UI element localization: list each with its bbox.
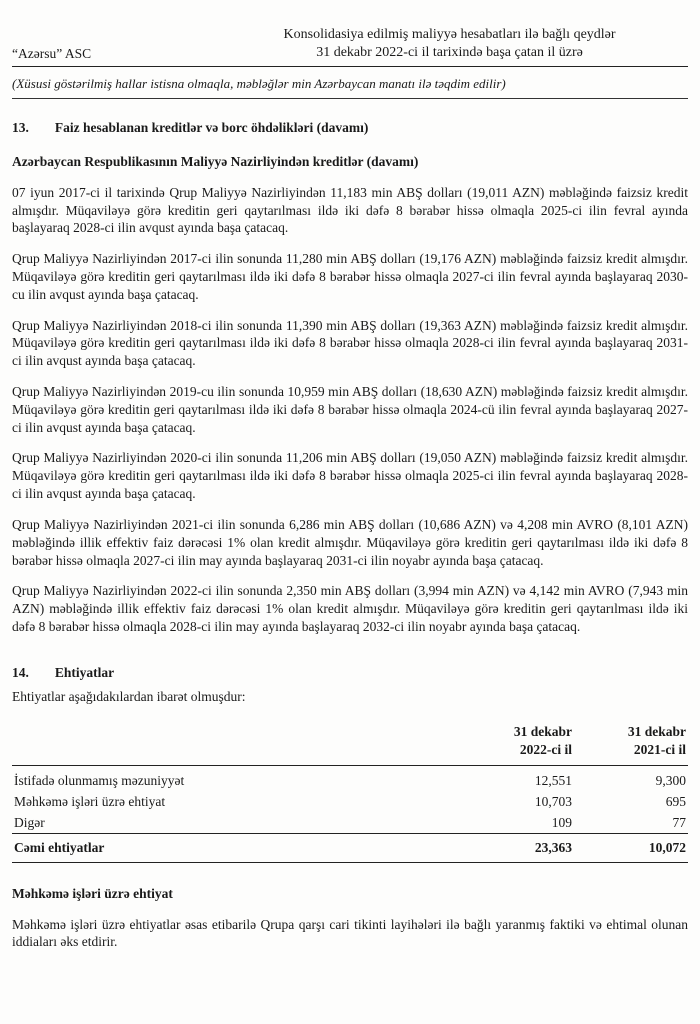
section13-heading [12,119,688,137]
row-value-2021: 77 [672,814,686,830]
paragraph-loan-2018: Qrup Maliyyə Nazirliyindən 2018-ci ilin sonunda 11,390 min ABŞ dolları (19,363 AZN) məbləğində faizsiz kredit almışdır. Müqaviləyə görə kreditin geri qaytarılması ildə iki dəfə 8 bərabər hissə olmaqla 2028-ci ilin fevral ayında başlayaraq 2031-ci ilin avqust ayında başa çatacaq. [12,317,688,369]
section13-subtitle: Azərbaycan Respublikasının Maliyyə Nazirliyindən kreditlər (davamı) [12,153,419,169]
court-provision-paragraph: Məhkəmə işləri üzrə ehtiyatlar əsas etibarilə Qrupa qarşı cari tikinti layihələri ilə bağlı yaranmış faktiki və ehtimal olunan iddiaları əks etdirir. [12,916,688,950]
page-header [12,26,688,67]
section14-heading [12,664,688,682]
report-title-line1: Konsolidasiya edilmiş maliyyə hesabatları ilə bağlı qeydlər [283,27,616,42]
row-label: Digər [14,814,45,830]
row-value-2022: 12,551 [534,773,572,789]
section14-title: Ehtiyatlar [54,664,115,680]
row-value-2021: 9,300 [655,773,686,789]
court-provision-subheading: Məhkəmə işləri üzrə ehtiyat [12,885,173,901]
paragraph-loan-2019: Qrup Maliyyə Nazirliyindən 2019-cu ilin sonunda 10,959 min ABŞ dolları (18,630 AZN) məbləğində faizsiz kredit almışdır. Müqaviləyə görə kreditin geri qaytarılması ildə iki dəfə 8 bərabər hissə olmaqla 2024-cü ilin fevral ayında başlayaraq 2027-ci ilin avqust ayında başa çatacaq. [12,384,688,435]
table-total-row [12,833,688,862]
table-row [12,791,688,812]
row-label: İstifadə olunmamış məzuniyyət [14,773,185,789]
row-value-2021: 695 [665,793,686,809]
provisions-table [12,721,688,862]
table-header-2021: 31 dekabr 2021-ci il [627,724,686,758]
total-label: Cəmi ehtiyatlar [14,839,105,855]
company-name: “Azərsu” ASC [12,46,92,62]
report-title-block [91,26,688,63]
row-label: Məhkəmə işləri üzrə ehtiyat [14,793,166,809]
table-header-row [12,721,688,765]
row-value-2022: 10,703 [534,793,572,809]
paragraph-loan-2020: Qrup Maliyyə Nazirliyindən 2020-ci ilin sonunda 11,206 min ABŞ dolları (19,050 AZN) məbləğində faizsiz kredit almışdır. Müqaviləyə görə kreditin geri qaytarılması ildə iki dəfə 8 bərabər hissə olmaqla 2025-ci ilin fevral ayında başlayaraq 2028-ci ilin avqust ayında başa çatacaq. [12,450,688,502]
paragraph-loan-2017: Qrup Maliyyə Nazirliyindən 2017-ci ilin sonunda 11,280 min ABŞ dolları (19,176 AZN) məbləğində faizsiz kredit almışdır. Müqaviləyə görə kreditin geri qaytarılması ildə iki dəfə 8 bərabər hissə olmaqla 2027-ci ilin fevral ayında başlayaraq 2030-cu ilin avqust ayında başa çatacaq. [12,251,688,302]
table-header-empty [12,721,460,765]
report-title-line2: 31 dekabr 2022-ci il tarixində başa çatan il üzrə [316,45,583,61]
measurement-note: (Xüsusi göstərilmiş hallar istisna olmaqla, məbləğlər min Azərbaycan manatı ilə təqdim edilir) [12,67,688,99]
row-value-2022: 109 [551,814,572,830]
section14-intro: Ehtiyatlar aşağıdakılardan ibarət olmuşdur: [12,688,246,704]
table-row [12,766,688,792]
section13-title: Faiz hesablanan kreditlər və borc öhdəlikləri (davamı) [54,120,369,136]
section13-number: 13. [12,120,29,136]
total-value-2021: 10,072 [648,839,686,855]
paragraph-loan-2022: Qrup Maliyyə Nazirliyindən 2022-ci ilin sonunda 2,350 min ABŞ dolları (3,994 min AZN) və 4,142 min AVRO (7,943 min AZN) məbləğində illik effektiv faiz dərəcəsi 1% olan kredit almışdır. Müqaviləyə görə kreditin geri qaytarılması ildə iki dəfə 8 bərabər hissə olmaqla 2028-ci ilin may ayında başlayaraq 2032-ci ilin noyabr ayında başa çatacaq. [12,583,688,634]
paragraph-loan-2017-june: 07 iyun 2017-ci il tarixində Qrup Maliyyə Nazirliyindən 11,183 min ABŞ dolları (19,011 AZN) məbləğində faizsiz kredit almışdır. Müqaviləyə görə kreditin geri qaytarılması ildə iki dəfə 8 bərabər hissə olmaqla 2025-ci ilin fevral ayında başlayaraq 2028-ci ilin avqust ayında başa çatacaq. [12,184,688,236]
total-value-2022: 23,363 [534,839,572,855]
paragraph-loan-2021: Qrup Maliyyə Nazirliyindən 2021-ci ilin sonunda 6,286 min ABŞ dolları (10,686 AZN) və 4,208 min AVRO (8,101 AZN) məbləğində illik effektiv faiz dərəcəsi 1% olan kredit almışdır. Müqaviləyə görə kreditin geri qaytarılması ildə iki dəfə 8 bərabər hissə olmaqla 2027-ci ilin may ayında başlayaraq 2031-ci ilin noyabr ayında başa çatacaq. [12,516,688,568]
table-row [12,812,688,833]
section14-number: 14. [12,664,29,680]
table-header-2022: 31 dekabr 2022-ci il [513,724,572,758]
